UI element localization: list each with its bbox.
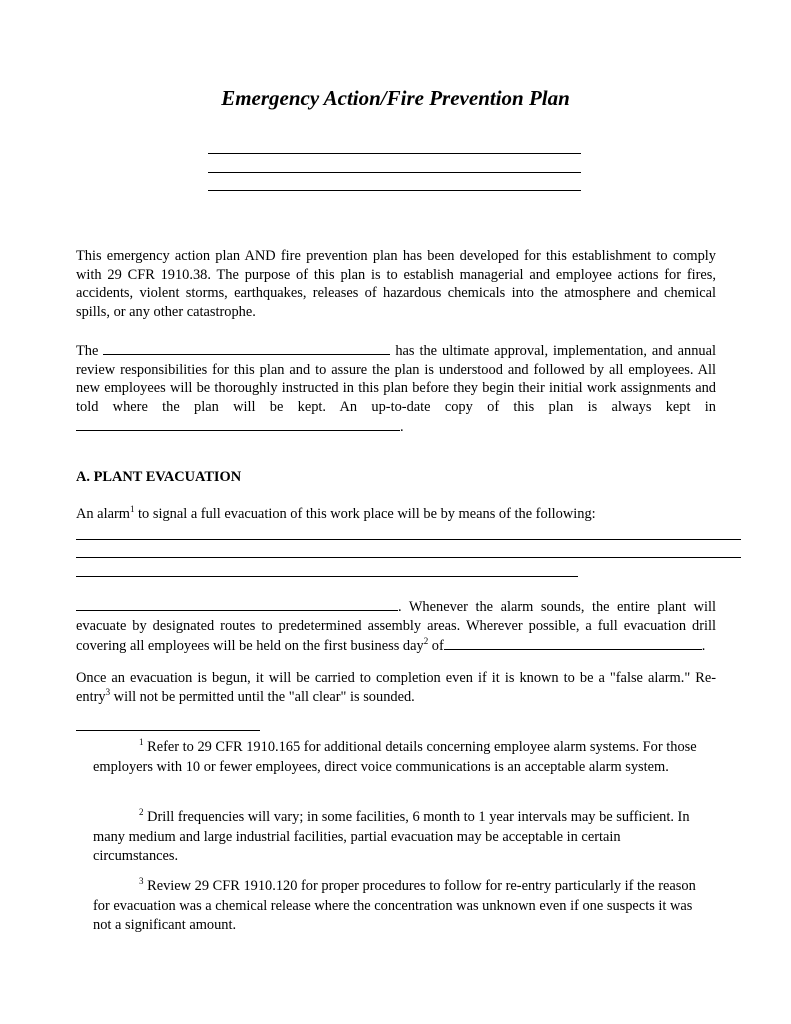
evacuation-text-of: of <box>428 638 444 654</box>
alarm-means-line-1[interactable] <box>76 539 741 540</box>
intro-paragraph: This emergency action plan AND fire prevention plan has been developed for this establishment to comply with 29 CFR 1910.38. The purpose of this plan is to establish managerial and employee actions for fires, accidents, violent storms, earthquakes, releases of hazardous chemicals into the atmosphere and chemical spills, or any other catastrophe. <box>76 248 716 320</box>
reentry-paragraph <box>76 669 716 706</box>
footnote-separator <box>76 730 260 731</box>
evacuation-paragraph <box>76 596 716 656</box>
responsibility-text-middle: has the ultimate approval, implementation, and annual review responsibilities for this plan and to assure the plan is understood and followed by all employees. All new employees will be thoroughly instructed in this plan before they begin their initial work assignments and told where the plan will be kept. An up-to-date copy of this plan is always kept in <box>76 343 716 415</box>
evacuation-text-end: . <box>701 638 706 654</box>
responsible-party-blank[interactable] <box>103 340 390 355</box>
alarm-paragraph <box>76 505 716 524</box>
section-a-heading: A. PLANT EVACUATION <box>76 469 242 485</box>
footnote-2 <box>93 808 697 867</box>
evacuation-text-start: . Whenever the alarm sounds, the entire plant will evacuate by designated routes to predetermined assembly areas. Wherever possible, a full evacuation drill covering all employees will be held on the first business day <box>76 599 716 654</box>
establishment-name-line-1[interactable] <box>208 153 581 154</box>
reentry-text-start: Once an evacuation is begun, it will be carried to completion even if it is known to be a "false alarm." Re-entry <box>76 670 716 705</box>
footnote-3 <box>93 877 697 936</box>
plan-location-blank[interactable] <box>76 416 400 431</box>
footnote-3-number: 3 <box>139 876 144 887</box>
alarm-text-start: An alarm <box>76 506 130 522</box>
footnote-1 <box>93 738 697 777</box>
footnote-1-number: 1 <box>139 737 144 748</box>
footnote-3-text: Review 29 CFR 1910.120 for proper procedures to follow for re-entry particularly if the reason for evacuation was a chemical release where the concentration was unknown even if one suspects it was not a significant amount. <box>93 878 696 933</box>
responsibility-paragraph <box>76 340 716 437</box>
footnote-2-text: Drill frequencies will vary; in some facilities, 6 month to 1 year intervals may be sufficient. In many medium and large industrial facilities, partial evacuation may be acceptable in certain circumstances. <box>93 809 690 864</box>
footnote-ref-3[interactable]: 3 <box>105 686 111 697</box>
alarm-text-end: to signal a full evacuation of this work place will be by means of the following: <box>134 506 596 522</box>
alarm-means-line-3[interactable] <box>76 576 578 577</box>
footnote-ref-1[interactable]: 1 <box>129 504 135 515</box>
drill-month-blank[interactable] <box>444 635 702 650</box>
document-title: Emergency Action/Fire Prevention Plan <box>221 86 570 110</box>
footnote-ref-2[interactable]: 2 <box>423 636 429 647</box>
establishment-name-line-3[interactable] <box>208 190 581 191</box>
alarm-means-line-2[interactable] <box>76 557 741 558</box>
responsibility-text-end: . <box>400 419 404 435</box>
footnote-1-text: Refer to 29 CFR 1910.165 for additional details concerning employee alarm systems. For those employers with 10 or fewer employees, direct voice communications is an acceptable alarm system. <box>93 739 697 775</box>
reentry-text-end: will not be permitted until the "all clear" is sounded. <box>110 688 415 705</box>
evacuation-alarm-blank[interactable] <box>76 596 398 611</box>
responsibility-text-start: The <box>76 343 99 359</box>
establishment-name-line-2[interactable] <box>208 172 581 173</box>
footnote-2-number: 2 <box>139 807 144 818</box>
